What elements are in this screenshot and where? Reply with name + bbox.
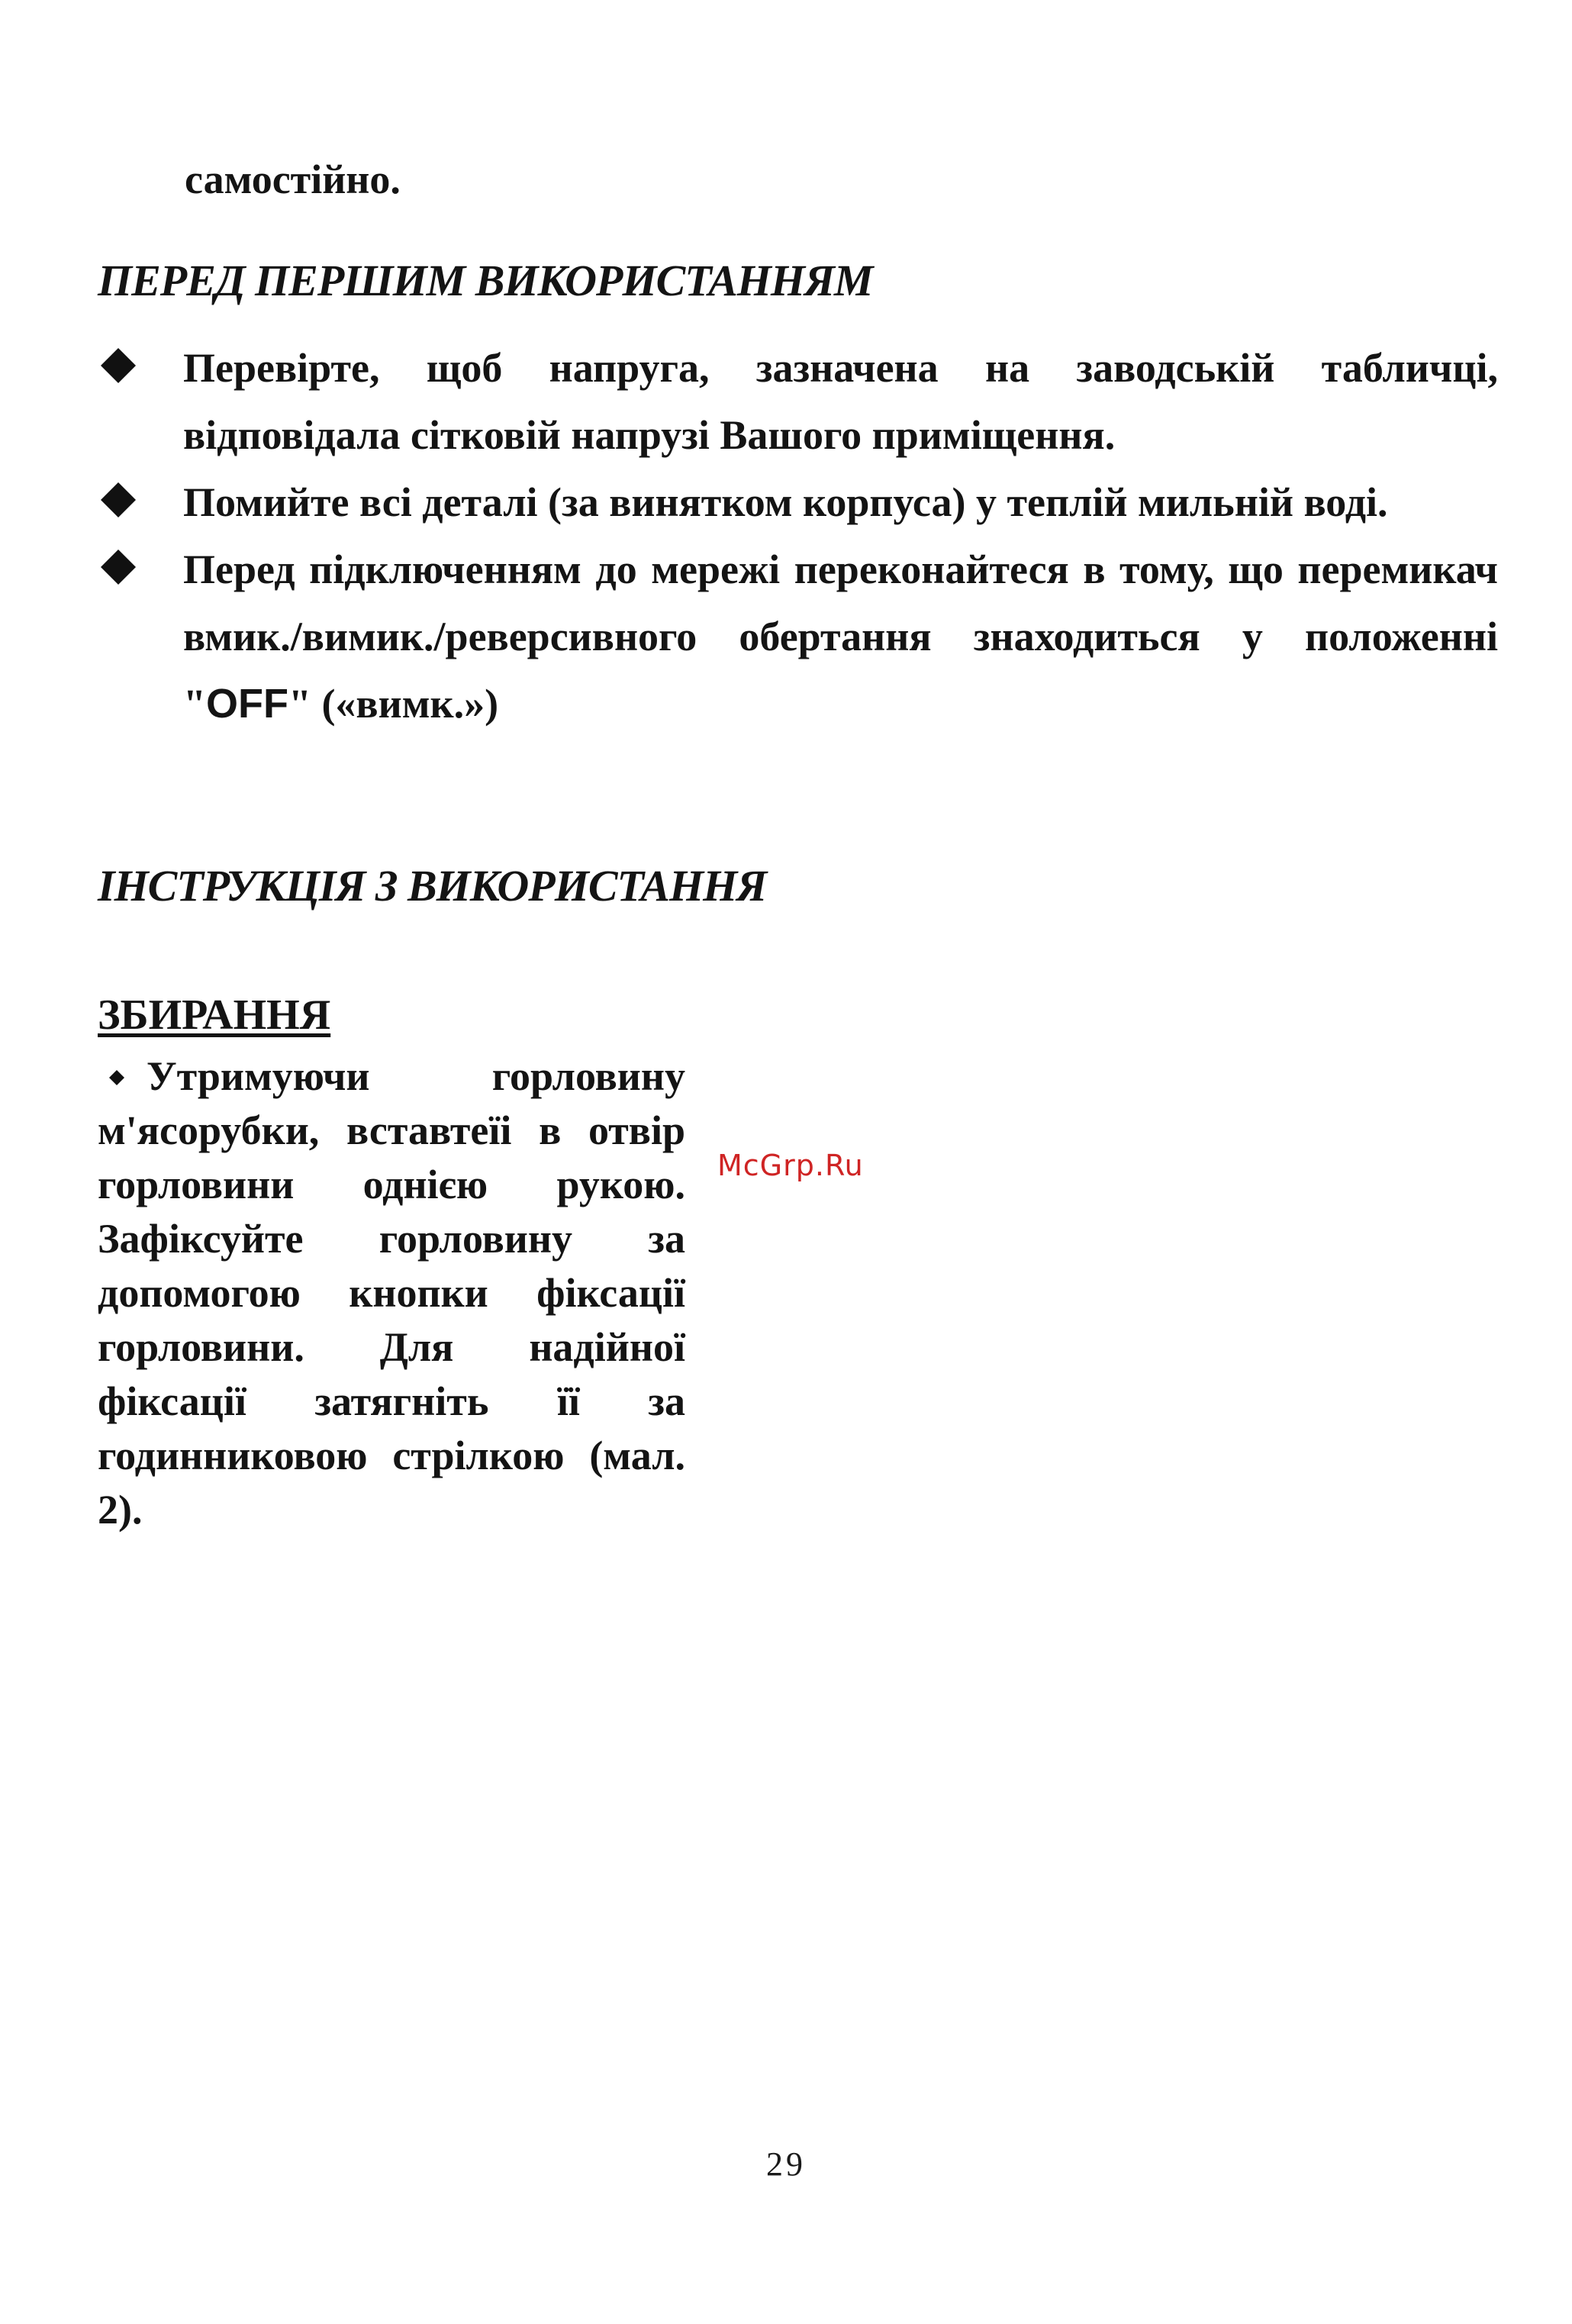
- assembly-paragraph: [98, 1049, 685, 1537]
- diamond-bullet-icon: [99, 481, 137, 519]
- diamond-bullet-icon: [108, 1069, 125, 1086]
- diamond-bullet-icon: [99, 548, 137, 586]
- assembly-text: Утримуючи горловину м'ясорубки, вставтеїі в отвір горловини однією рукою. Зафіксуйте горловину за допомогою кнопки фіксації горловини. Для надійної фіксації затягніть її за годинниковою стрілкою (мал. 2).: [98, 1053, 685, 1533]
- list-item: [98, 469, 1498, 536]
- watermark: McGrp.Ru: [717, 1149, 864, 1182]
- section-heading-instructions: ІНСТРУКЦІЯ З ВИКОРИСТАННЯ: [98, 861, 767, 911]
- section-heading-before-first-use: ПЕРЕД ПЕРШИМ ВИКОРИСТАННЯМ: [98, 256, 873, 305]
- list-item-text-end: " («вимк.»): [288, 681, 499, 727]
- continued-text: самостійно.: [185, 156, 401, 202]
- list-item-text: Перед підключенням до мережі переконайтеся в тому, що перемикач вмик./вимик./реверсивного обертання знаходиться у положенні ": [183, 546, 1498, 727]
- list-item: [98, 536, 1498, 737]
- list-item: [98, 334, 1498, 469]
- list-item-text: Помийте всі деталі (за винятком корпуса) у теплій мильній воді.: [183, 479, 1388, 525]
- diamond-bullet-icon: [99, 347, 137, 385]
- before-first-use-list: [98, 334, 1498, 737]
- list-item-text: Перевірте, щоб напруга, зазначена на заводській табличці, відповідала сітковій напрузі Вашого приміщення.: [183, 345, 1498, 458]
- subsection-heading-assembly: ЗБИРАННЯ: [98, 991, 331, 1039]
- off-label: OFF: [205, 681, 288, 727]
- page-number: 29: [766, 2145, 806, 2183]
